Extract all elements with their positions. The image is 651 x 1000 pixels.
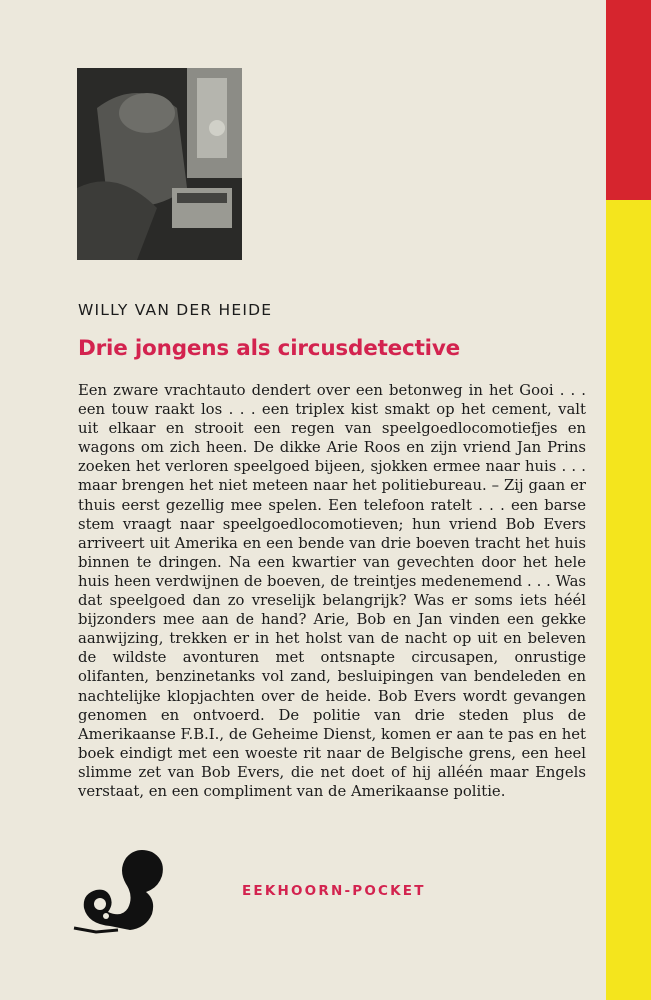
- cover-photo: [77, 68, 242, 260]
- series-name: EEKHOORN-POCKET: [242, 883, 426, 899]
- spine-red-band: [606, 0, 651, 200]
- book-title: Drie jongens als circusdetective: [78, 336, 461, 361]
- spine-yellow-band: [606, 200, 651, 1000]
- author-name: WILLY VAN DER HEIDE: [78, 301, 273, 319]
- blurb-text: Een zware vrachtauto dendert over een betonweg in het Gooi . . . een touw raakt los . . . een triplex kist smakt op het cement, valt uit elkaar en strooit een regen van speelgoedlocomotiefjes en wagons om zich heen. De dikke Arie Roos en zijn vriend Jan Prins zoeken het verloren speelgoed bijeen, sjokken ermee naar huis . . . maar brengen het niet meteen naar het politiebureau. – Zij gaan er thuis eerst gezellig mee spelen. Een telefoon ratelt . . . een barse stem vraagt naar speelgoedlocomotieven; hun vriend Bob Evers arriveert uit Amerika en een bende van drie boeven tracht het huis binnen te dringen. Na een kwartier van gevechten door het hele huis heen verdwijnen de boeven, de treintjes medenemend . . . Was dat speelgoed dan zo vreselijk belangrijk? Was er soms iets héél bijzonders mee aan de hand? Arie, Bob en Jan vinden een gekke aanwijzing, trekken er in het holst van de nacht op uit en beleven de wildste avonturen met ontsnapte circusapen, onrustige olifanten, benzinetanks vol zand, besluipingen van bendeleden en nachtelijke klopjachten over de heide. Bob Evers wordt gevangen genomen en ontvoerd. De politie van drie steden plus de Amerikaanse F.B.I., de Geheime Dienst, komen er aan te pas en het boek eindigt met een woeste rit naar de Belgische grens, een heel slimme zet van Bob Evers, die net doet of hij alléén maar Engels verstaat, en een compliment van de Amerikaanse politie.: [78, 382, 586, 800]
- squirrel-logo-icon: [70, 838, 172, 938]
